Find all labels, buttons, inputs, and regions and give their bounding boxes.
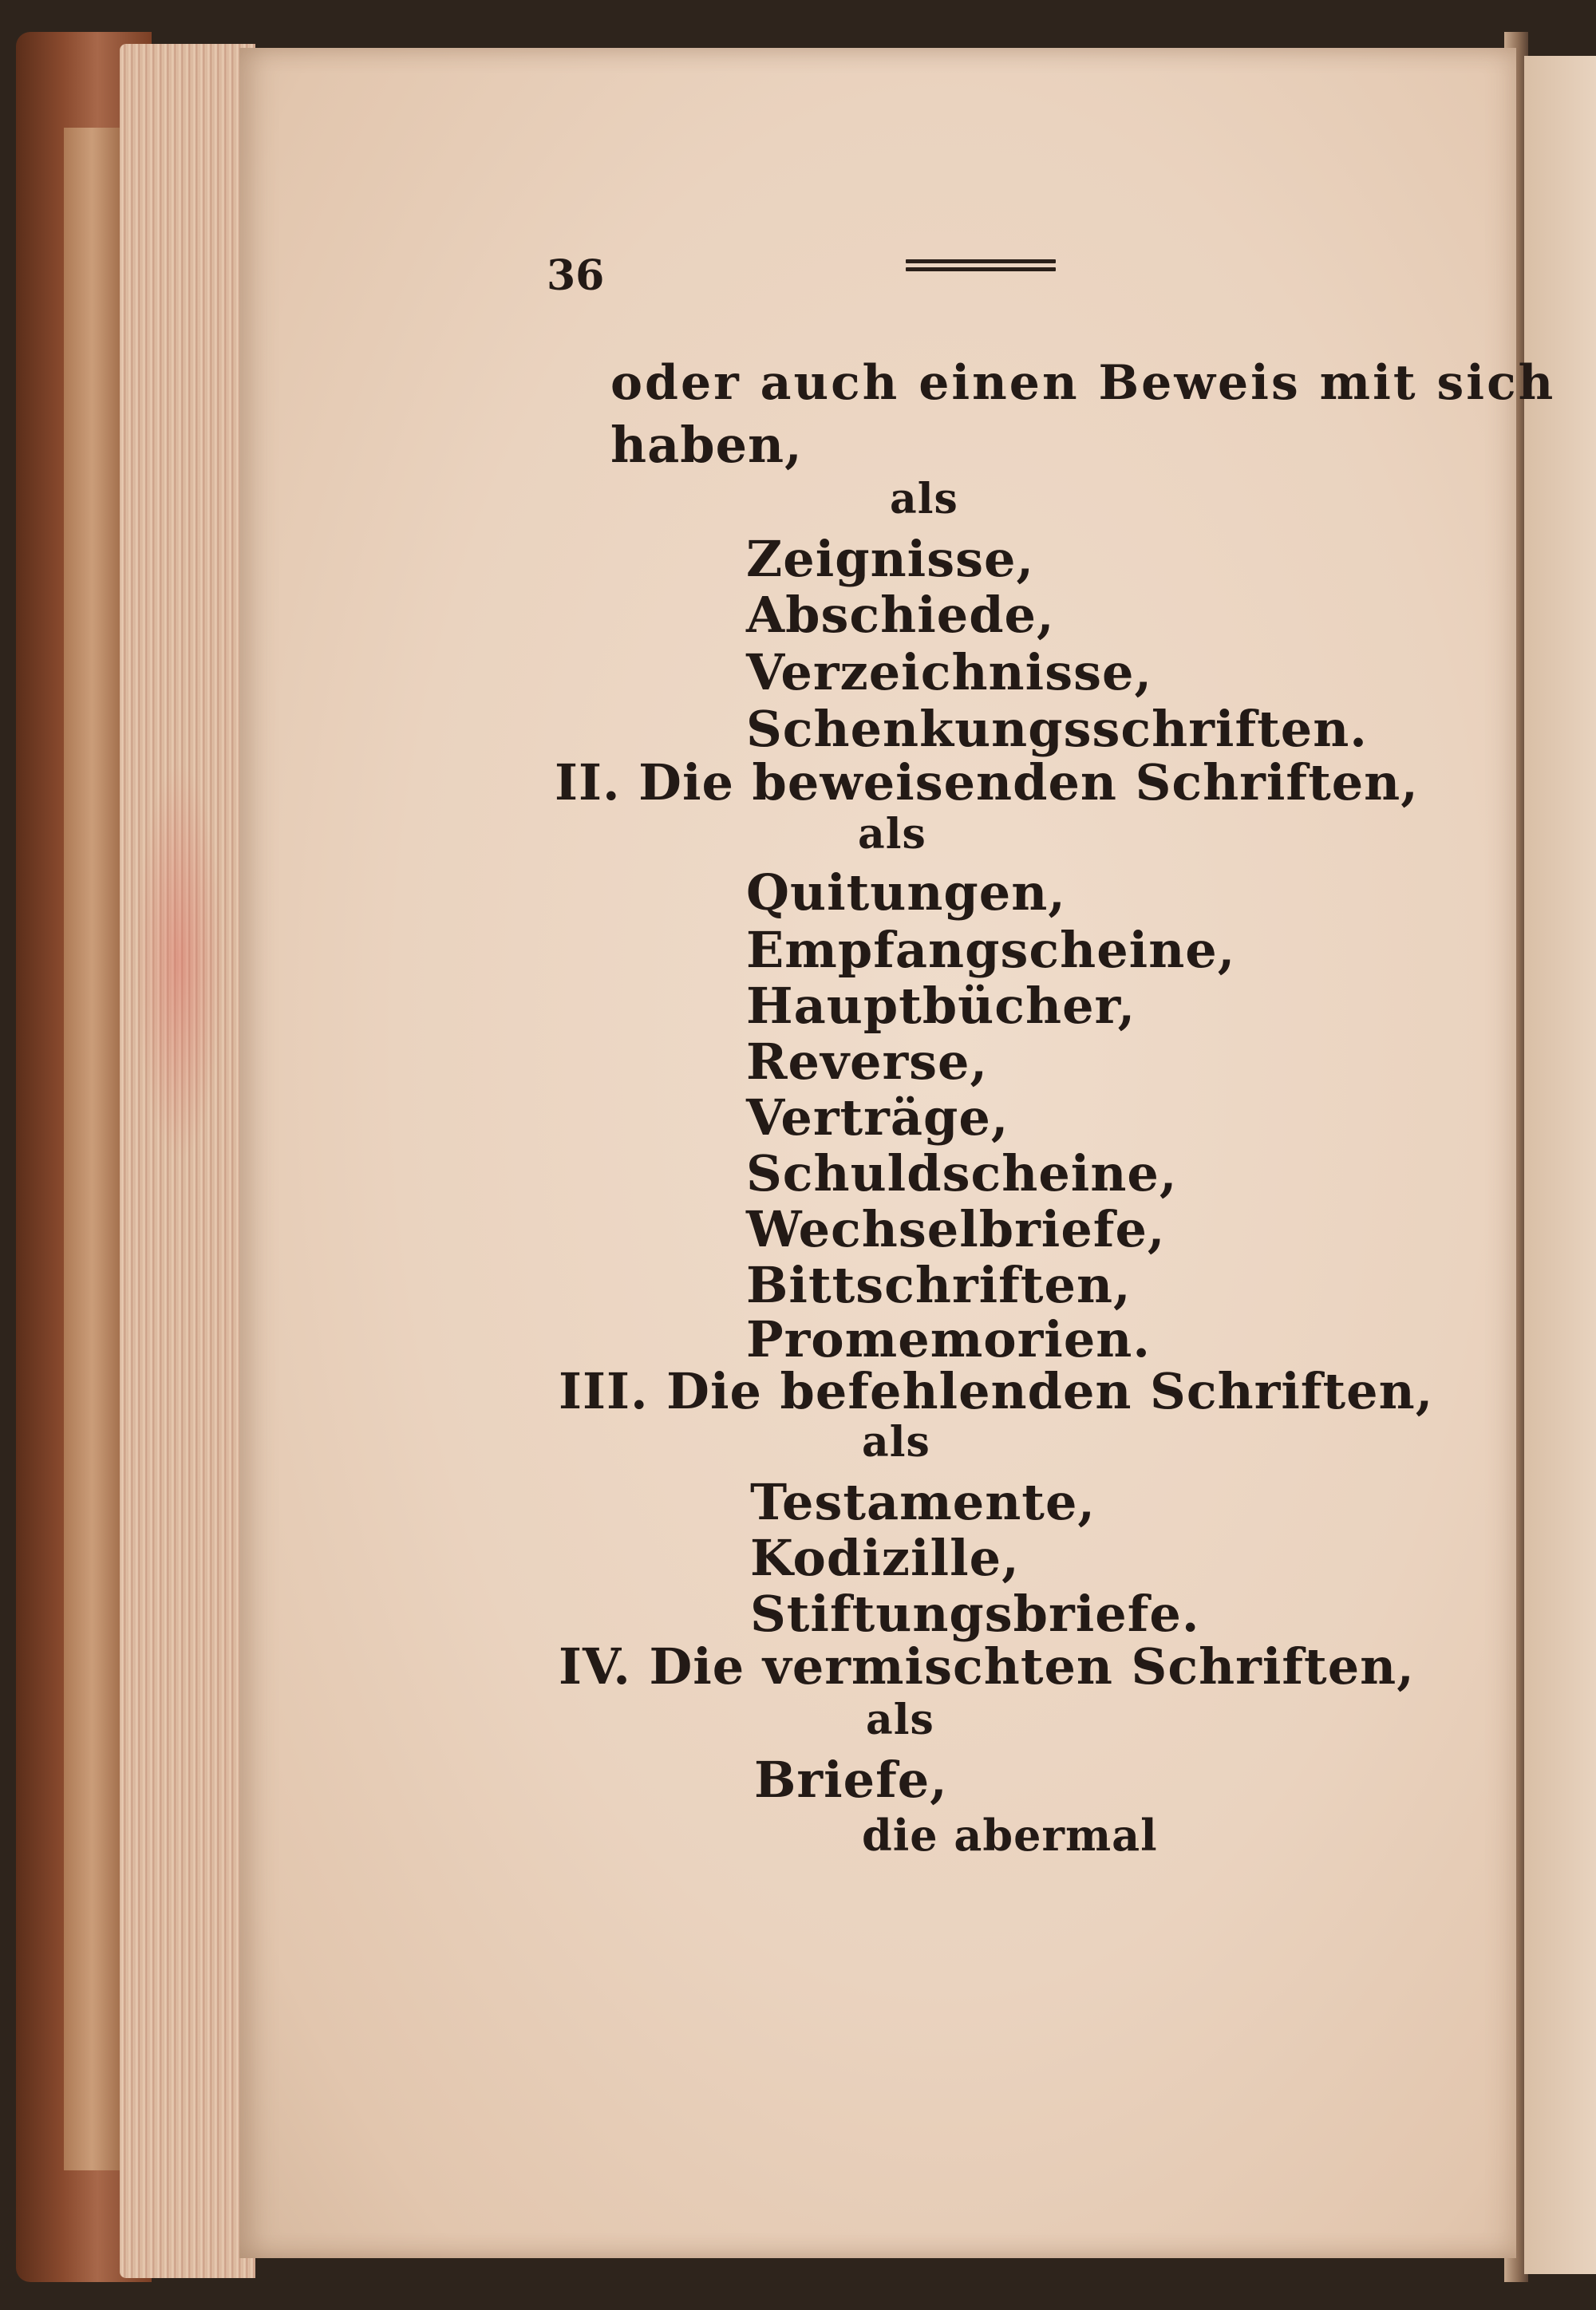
intro-line-2: haben,: [610, 416, 803, 474]
section-item: Reverse,: [746, 1033, 989, 1091]
section-heading-ii: II. Die beweisenden Schriften,: [555, 753, 1419, 811]
intro-item: Verzeichnisse,: [746, 643, 1153, 701]
section-als: als: [866, 1696, 934, 1744]
intro-als: als: [890, 475, 958, 523]
section-item: Wechselbriefe,: [746, 1200, 1166, 1258]
section-als: als: [858, 810, 926, 859]
section-item: Bittschriften,: [746, 1256, 1132, 1314]
section-item: Hauptbücher,: [746, 977, 1136, 1035]
section-item: Kodizille,: [750, 1529, 1020, 1587]
section-item: Promemorien.: [746, 1310, 1151, 1368]
intro-item: Zeignisse,: [746, 530, 1035, 588]
page-number: 36: [547, 251, 605, 300]
section-item: Testamente,: [750, 1473, 1096, 1531]
section-heading-iv: IV. Die vermischten Schriften,: [559, 1637, 1415, 1696]
intro-line-1: oder auch einen Beweis mit sich: [610, 355, 1556, 411]
catchword: die abermal: [862, 1810, 1158, 1861]
section-item: Schuldscheine,: [746, 1144, 1178, 1202]
page-edges: [120, 44, 255, 2278]
section-heading-iii: III. Die befehlenden Schriften,: [559, 1362, 1434, 1420]
header-rule: [906, 259, 1056, 277]
binding-wear: [64, 128, 120, 2170]
section-als: als: [862, 1418, 930, 1467]
section-item: Stiftungsbriefe.: [750, 1585, 1200, 1643]
section-item: Briefe,: [754, 1751, 948, 1809]
intro-item: Abschiede,: [746, 586, 1055, 644]
section-item: Verträge,: [746, 1088, 1009, 1147]
intro-item: Schenkungsschriften.: [746, 700, 1368, 758]
section-item: Empfangscheine,: [746, 921, 1236, 979]
section-item: Quitungen,: [746, 863, 1066, 922]
